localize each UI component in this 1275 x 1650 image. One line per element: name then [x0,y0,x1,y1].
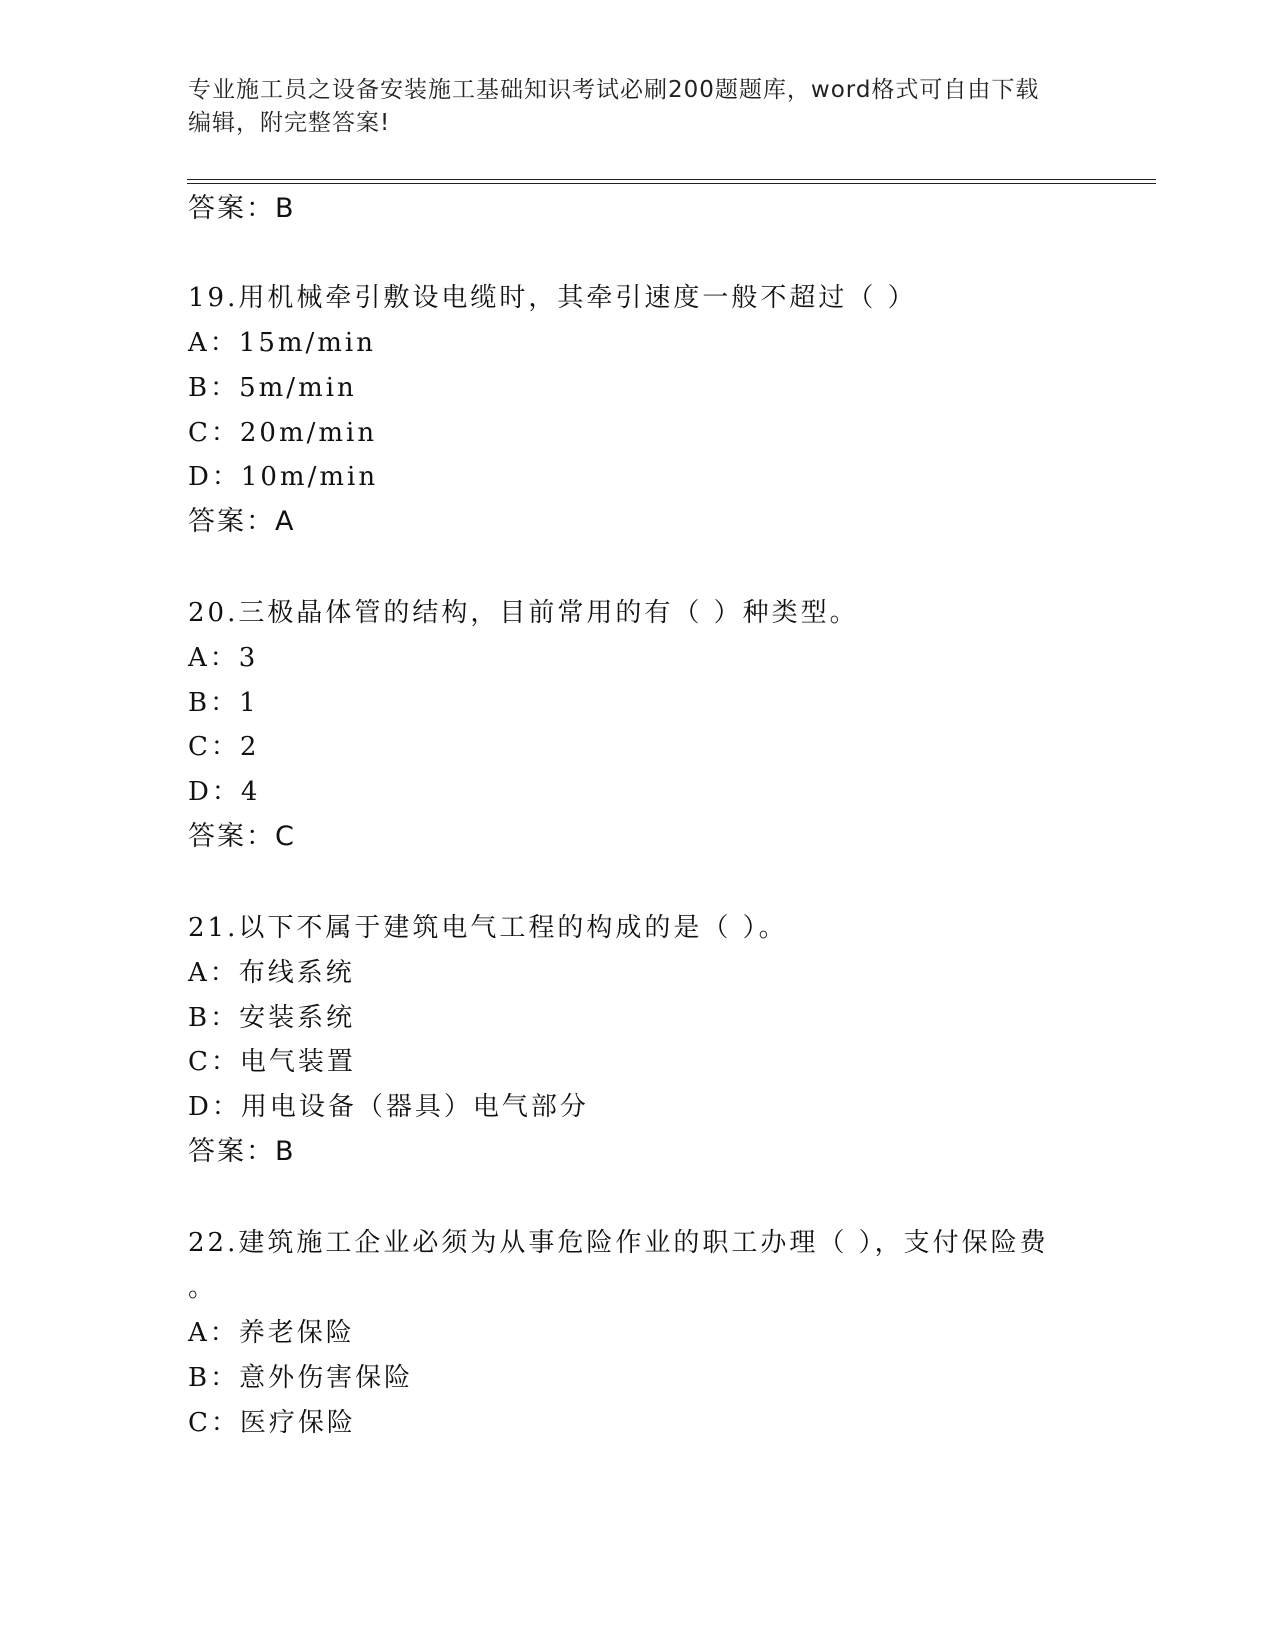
question-20-option-a: A：3 [188,643,259,673]
question-19-option-b: B：5m/min [188,373,357,403]
document-header [188,74,1088,140]
question-19-option-c: C：20m/min [188,418,378,448]
question-21-option-b: B：安装系统 [188,1003,356,1033]
answer-20: 答案：C [188,821,296,852]
question-21-option-a: A：布线系统 [188,958,355,988]
question-21: 21.以下不属于建筑电气工程的构成的是（ ）。 [188,913,788,943]
header-divider-top [187,179,1156,180]
question-20-option-c: C：2 [188,732,260,762]
question-22-continuation: 。 [188,1273,218,1303]
question-20-option-b: B：1 [188,688,259,718]
question-20: 20.三极晶体管的结构，目前常用的有（ ）种类型。 [188,598,859,628]
header-title-line-1: 专业施工员之设备安装施工基础知识考试必刷200题题库，word格式可自由下载 [188,77,1040,103]
question-21-option-c: C：电气装置 [188,1047,356,1077]
answer-18: 答案：B [188,193,296,224]
question-19: 19.用机械牵引敷设电缆时，其牵引速度一般不超过（ ） [188,283,917,313]
header-divider-bottom [187,183,1156,184]
question-22-option-c: C：医疗保险 [188,1408,356,1438]
question-20-option-d: D：4 [188,777,261,807]
question-19-option-d: D：10m/min [188,462,379,492]
question-19-option-a: A：15m/min [188,328,376,358]
question-21-option-d: D：用电设备（器具）电气部分 [188,1092,589,1122]
header-title-line-2: 编辑，附完整答案! [188,110,391,136]
question-22-option-a: A：养老保险 [188,1318,355,1348]
answer-21: 答案：B [188,1136,296,1167]
question-22: 22.建筑施工企业必须为从事危险作业的职工办理（ ），支付保险费 [188,1228,1049,1258]
question-22-option-b: B：意外伤害保险 [188,1363,414,1393]
answer-19: 答案：A [188,506,296,537]
